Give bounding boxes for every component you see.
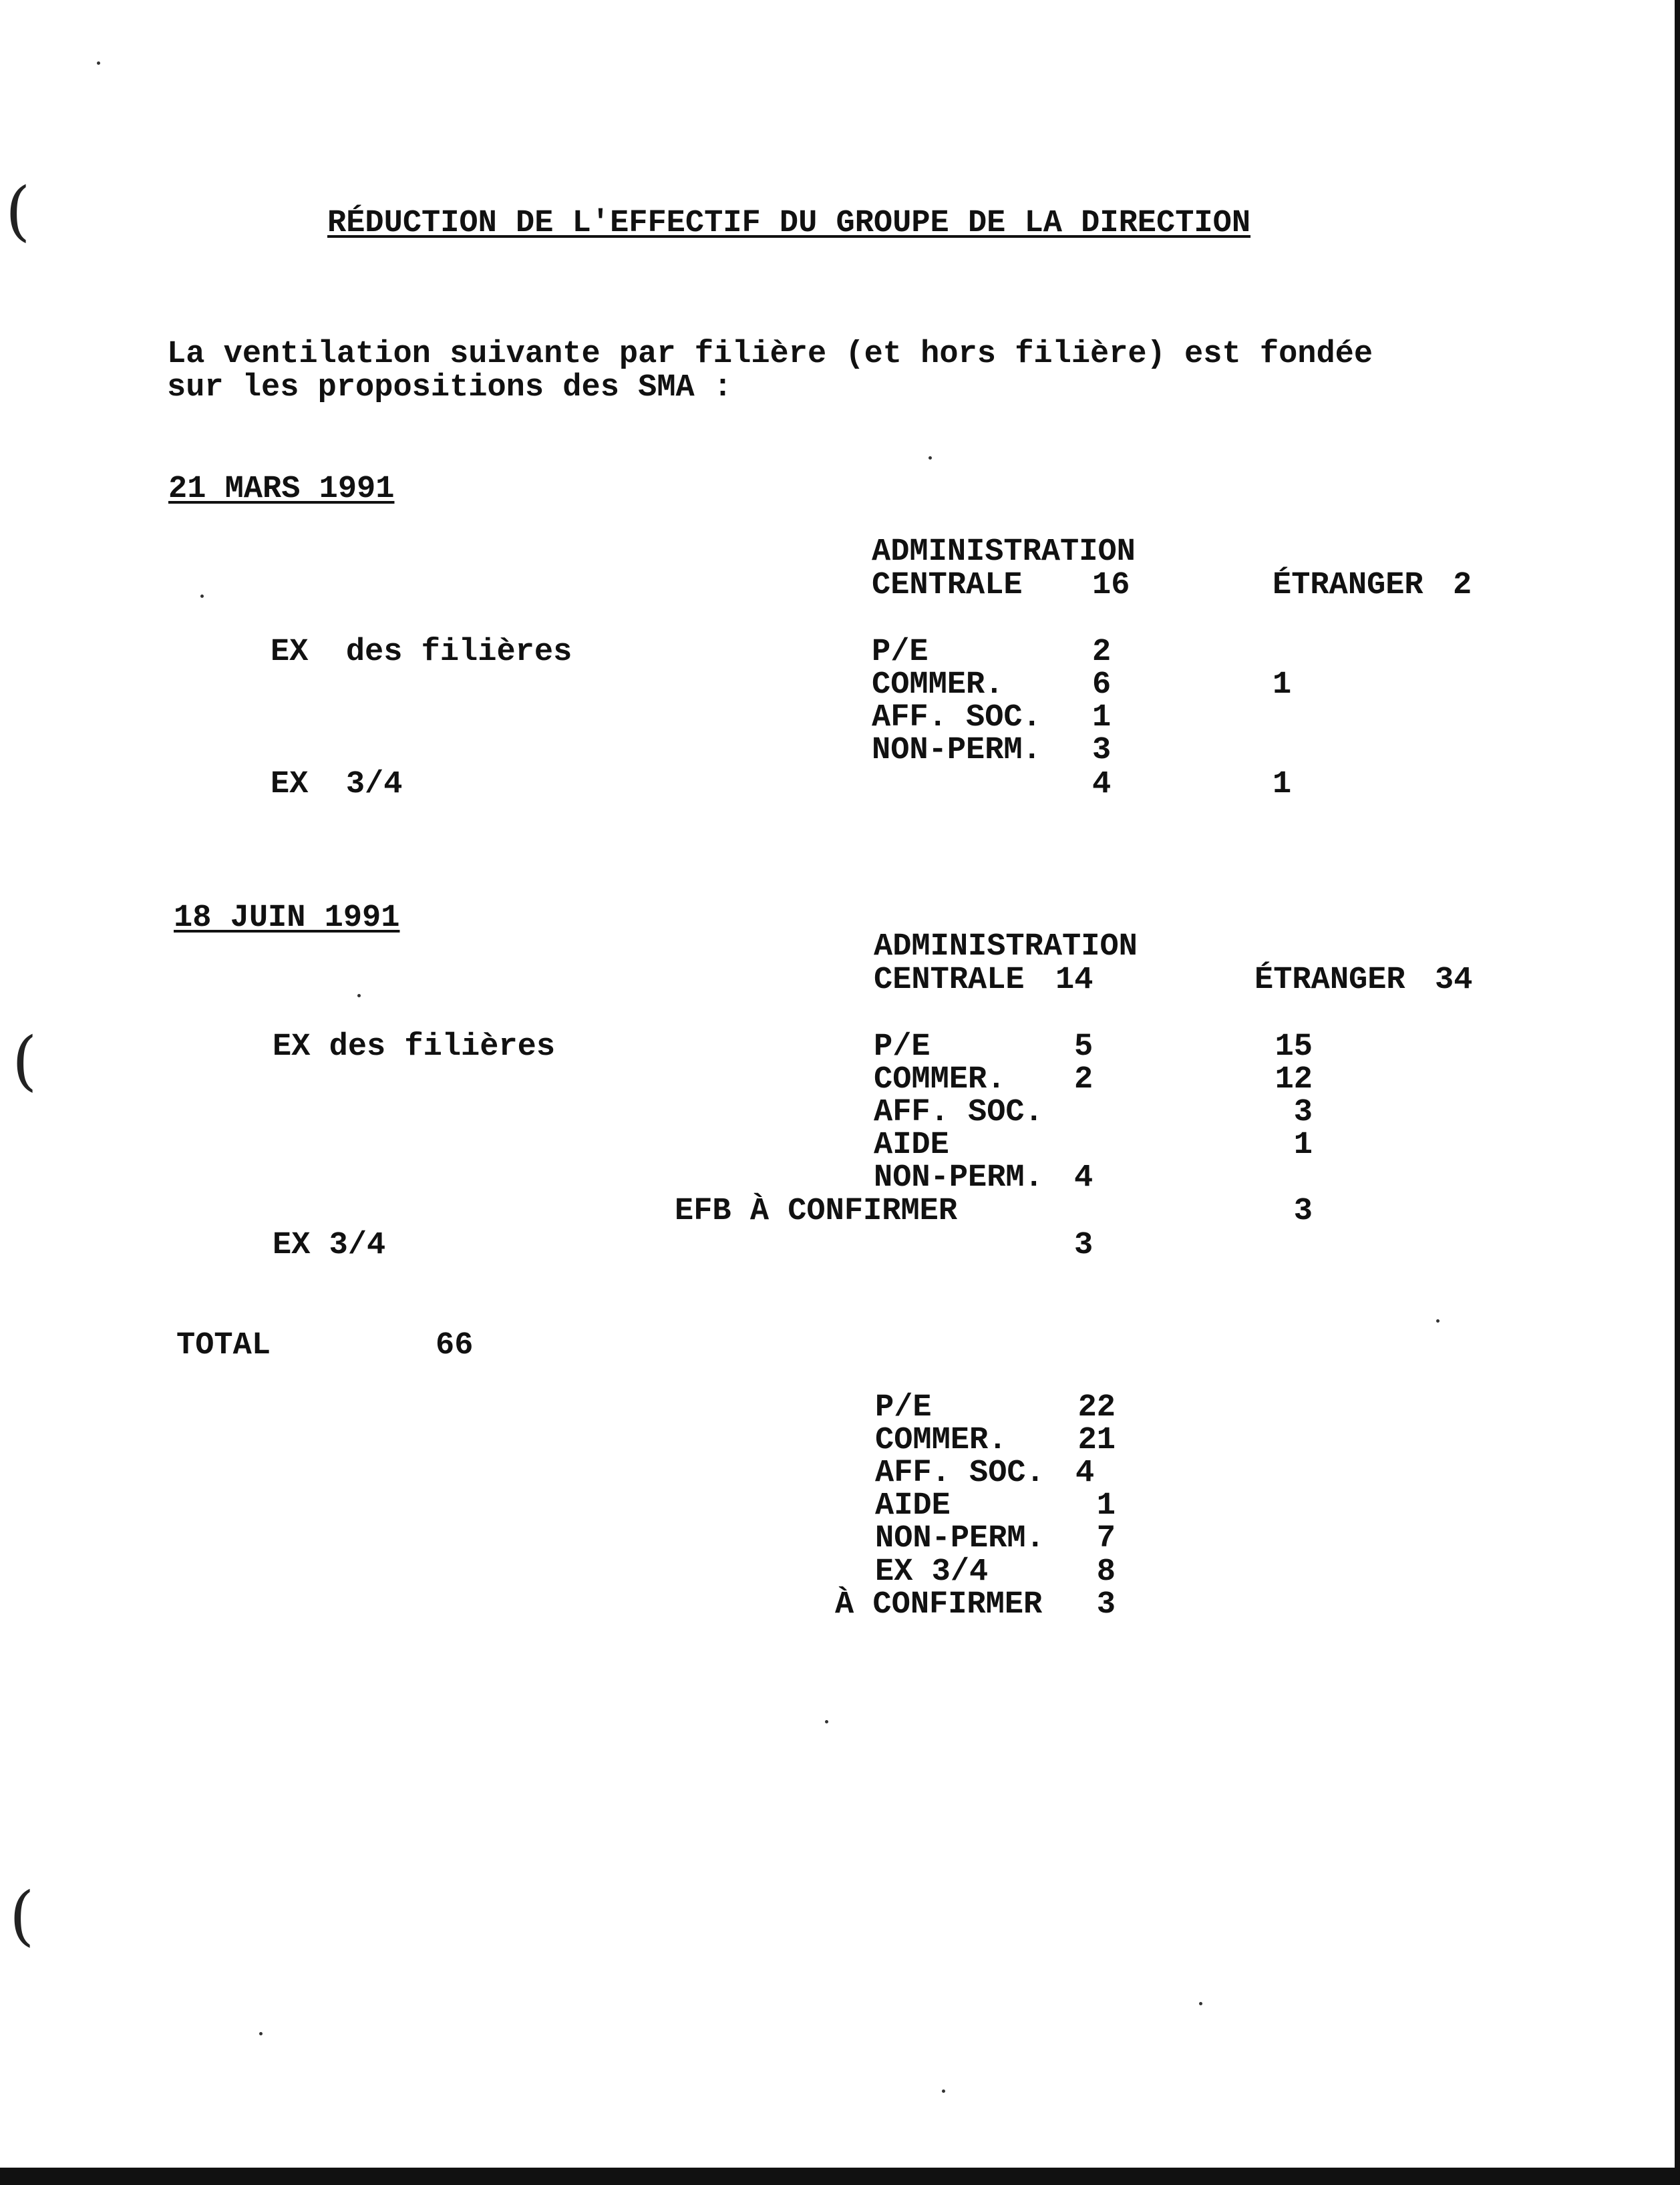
total-label: TOTAL [176, 1328, 271, 1363]
row-central-value: 3 [1092, 733, 1112, 768]
total-row-label: NON-PERM. [875, 1521, 1045, 1556]
row-label: AIDE [874, 1128, 949, 1163]
section-date: 18 JUIN 1991 [174, 900, 400, 936]
row-central-value: 2 [1074, 1062, 1094, 1098]
row-etranger-value: 15 [1275, 1029, 1313, 1065]
row-central-value: 1 [1092, 700, 1112, 735]
admin-heading-line2: CENTRALE [872, 568, 1023, 603]
row-etranger-value: 12 [1275, 1062, 1313, 1098]
scan-speck [200, 595, 204, 598]
row-label: COMMER. [872, 667, 1004, 703]
ex34-etranger-value: 1 [1273, 767, 1292, 802]
punch-hole-mark: ( [12, 1023, 37, 1098]
intro-line-1: La ventilation suivante par filière (et hors filière) est fondée [167, 337, 1373, 372]
row-label: NON-PERM. [872, 733, 1041, 768]
admin-total: 14 [1055, 963, 1094, 998]
etranger-label: ÉTRANGER [1273, 568, 1423, 603]
row-label: AFF. SOC. [872, 700, 1041, 735]
row-etranger-value: 1 [1273, 667, 1292, 703]
total-value: 66 [436, 1328, 474, 1363]
total-row-label: AFF. SOC. [875, 1456, 1045, 1491]
efb-label: EFB À CONFIRMER [675, 1194, 958, 1229]
efb-etranger-value: 3 [1293, 1194, 1313, 1229]
admin-heading-line2: CENTRALE [874, 963, 1025, 998]
scan-speck [929, 456, 932, 460]
scan-speck [357, 994, 361, 997]
ex34-central-value: 3 [1074, 1228, 1094, 1263]
total-row-value: 21 [1077, 1423, 1116, 1458]
total-row-value: 4 [1075, 1456, 1095, 1491]
row-etranger-value: 3 [1293, 1095, 1313, 1130]
scan-border-bottom [0, 2168, 1680, 2185]
admin-heading-line1: ADMINISTRATION [872, 534, 1136, 570]
row-label: P/E [874, 1029, 931, 1065]
etranger-total: 2 [1453, 568, 1472, 603]
total-row-value: 3 [1096, 1587, 1116, 1623]
section-date: 21 MARS 1991 [168, 472, 395, 507]
punch-hole-mark: ( [5, 174, 31, 248]
total-row-value: 22 [1077, 1390, 1116, 1425]
total-row-value: 8 [1096, 1554, 1116, 1590]
document-title: RÉDUCTION DE L'EFFECTIF DU GROUPE DE LA DIRECTION [327, 206, 1251, 241]
total-row-value: 1 [1096, 1488, 1116, 1524]
total-row-label: COMMER. [875, 1423, 1007, 1458]
admin-total: 16 [1092, 568, 1130, 603]
total-row-label: EX 3/4 [875, 1554, 989, 1590]
scan-speck [942, 2089, 945, 2093]
row-central-value: 4 [1074, 1160, 1094, 1196]
row-label: COMMER. [874, 1062, 1006, 1098]
row-central-value: 5 [1074, 1029, 1094, 1065]
total-row-label: P/E [875, 1390, 932, 1425]
intro-line-2: sur les propositions des SMA : [167, 370, 733, 405]
row-label-ex-filieres: EX des filières [271, 635, 572, 670]
total-row-value: 7 [1096, 1521, 1116, 1556]
ex34-central-value: 4 [1092, 767, 1112, 802]
row-label-ex34: EX 3/4 [273, 1228, 386, 1263]
row-label: NON-PERM. [874, 1160, 1043, 1196]
scan-speck [259, 2032, 263, 2035]
scan-speck [97, 61, 100, 65]
row-label: AFF. SOC. [874, 1095, 1043, 1130]
scan-speck [825, 1720, 828, 1723]
row-etranger-value: 1 [1293, 1128, 1313, 1163]
total-row-label: AIDE [875, 1488, 951, 1524]
row-central-value: 2 [1092, 635, 1112, 670]
row-label: P/E [872, 635, 929, 670]
total-row-label: À CONFIRMER [835, 1587, 1043, 1623]
etranger-total: 34 [1435, 963, 1473, 998]
admin-heading-line1: ADMINISTRATION [874, 929, 1138, 965]
etranger-label: ÉTRANGER [1254, 963, 1405, 998]
scan-speck [1436, 1319, 1440, 1323]
scan-border-right [1675, 0, 1680, 2185]
row-label-ex-filieres: EX des filières [273, 1029, 556, 1065]
punch-hole-mark: ( [9, 1878, 35, 1953]
scan-speck [1199, 2002, 1202, 2005]
row-label-ex34: EX 3/4 [271, 767, 403, 802]
row-central-value: 6 [1092, 667, 1112, 703]
